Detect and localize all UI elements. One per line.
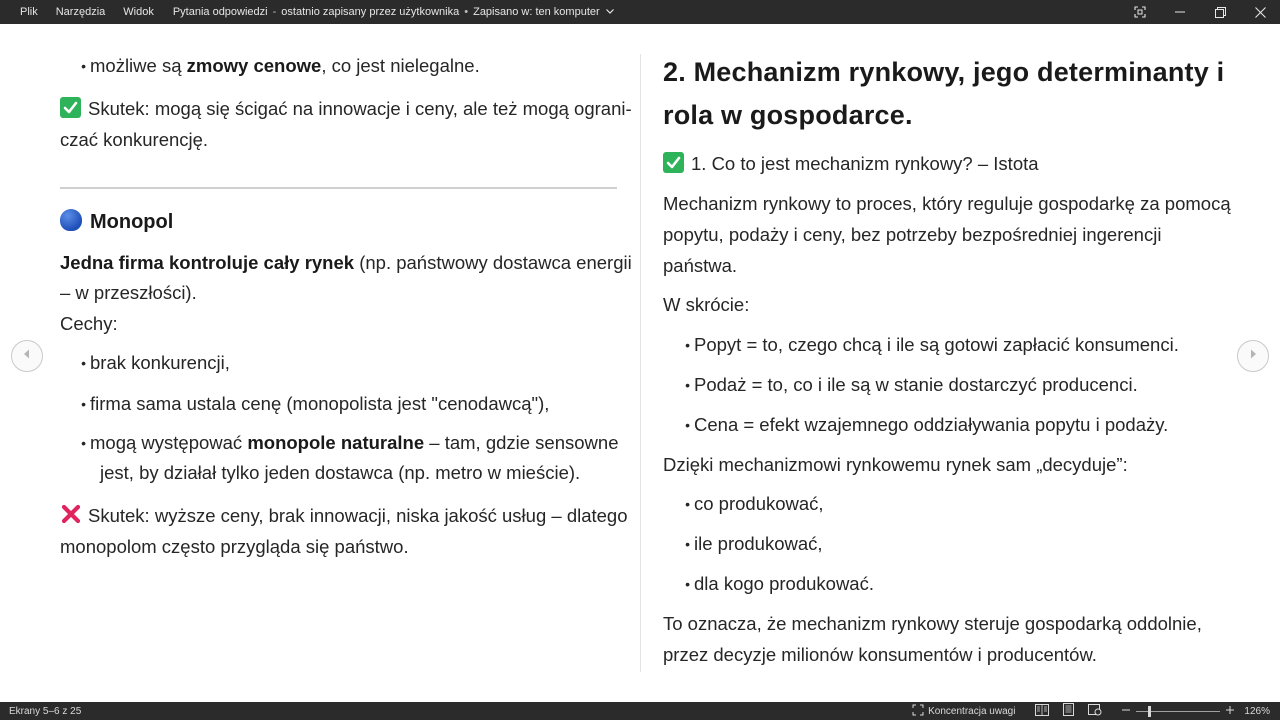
focus-mode-button[interactable] — [912, 704, 1015, 719]
zoom-slider-thumb[interactable] — [1148, 706, 1151, 717]
screen-counter: Ekrany 5–6 z 25 — [9, 705, 82, 717]
section-heading-line2: rola w gospodarce. — [663, 100, 913, 130]
fullscreen-button[interactable] — [1120, 0, 1160, 24]
check-mark-icon — [663, 152, 684, 173]
list-item: • Cena = efekt wzajemnego oddziaływania popytu i podaży. — [663, 410, 1168, 441]
zoom-level[interactable]: 126% — [1244, 705, 1270, 717]
list-item: • firma sama ustala cenę (monopolista jest "cenodawcą"), — [60, 389, 549, 420]
arrow-left-icon — [21, 347, 33, 365]
result-paragraph: Skutek: mogą się ścigać na innowacje i ceny, ale też mogą ograni- — [60, 94, 632, 125]
bullet: • — [685, 377, 690, 393]
features-label: Cechy: — [60, 313, 118, 334]
conclusion-line: przez decyzje milionów konsumentów i producentów. — [663, 644, 1097, 665]
next-screen-button[interactable] — [1237, 340, 1269, 372]
book-icon — [1035, 704, 1049, 719]
menu-file[interactable]: Plik — [20, 6, 38, 18]
list-item-line2: jest, by działał tylko jeden dostawca (np. metro w mieście). — [100, 462, 581, 483]
arrow-right-icon — [1247, 347, 1259, 365]
list-item: • Podaż = to, co i ile są w stanie dostarczyć producenci. — [663, 370, 1138, 401]
close-icon — [1255, 7, 1266, 18]
print-layout-button[interactable] — [1063, 703, 1074, 719]
bullet: • — [685, 496, 690, 512]
bullet: • — [685, 417, 690, 433]
paragraph-line: popytu, podaży i ceny, bez potrzeby bezpośredniej ingerencji — [663, 224, 1162, 245]
sub-heading: 1. Co to jest mechanizm rynkowy? – Istota — [663, 149, 1039, 180]
list-item: • brak konkurencji, — [60, 348, 230, 379]
bullet: • — [81, 435, 86, 451]
short-label: W skrócie: — [663, 294, 750, 315]
read-mode-button[interactable] — [1035, 704, 1049, 719]
title-dot: • — [464, 6, 469, 18]
minimize-button[interactable] — [1160, 0, 1200, 24]
paragraph-line: Mechanizm rynkowy to proces, który reguluje gospodarkę za pomocą — [663, 193, 1231, 214]
zoom-out-button[interactable] — [1122, 706, 1130, 717]
zoom-slider[interactable] — [1136, 711, 1220, 712]
page-icon — [1063, 703, 1074, 719]
minus-icon — [1122, 706, 1130, 717]
document-title: Pytania odpowiedzi — [172, 6, 268, 18]
section-divider — [60, 187, 617, 189]
plus-icon — [1226, 706, 1234, 717]
result-paragraph: Skutek: wyższe ceny, brak innowacji, niska jakość usług – dlatego — [60, 501, 628, 532]
result-paragraph-line2: czać konkurencję. — [60, 129, 209, 150]
previous-screen-button[interactable] — [11, 340, 43, 372]
web-layout-icon — [1088, 704, 1102, 719]
decides-label: Dzięki mechanizmowi rynkowemu rynek sam „decyduje”: — [663, 454, 1128, 475]
focus-mode-label: Koncentracja uwagi — [928, 705, 1016, 717]
bullet: • — [685, 576, 690, 592]
bullet: • — [81, 355, 86, 371]
menu-view[interactable]: Widok — [123, 6, 154, 18]
bullet: • — [685, 337, 690, 353]
restore-button[interactable] — [1200, 0, 1240, 24]
list-item: • dla kogo produkować. — [663, 569, 874, 600]
list-item: • możliwe są zmowy cenowe, co jest nielegalne. — [60, 51, 480, 82]
minimize-icon — [1175, 7, 1185, 17]
focus-icon — [912, 704, 924, 719]
restore-icon — [1215, 7, 1226, 18]
list-item: • Popyt = to, czego chcą i ile są gotowi zapłacić konsumenci. — [663, 330, 1179, 361]
status-controls — [912, 702, 1280, 720]
chevron-down-icon[interactable] — [605, 6, 615, 19]
bullet: • — [81, 396, 86, 412]
list-item: • mogą występować monopole naturalne – tam, gdzie sensowne — [60, 428, 618, 459]
title-separator: - — [272, 6, 277, 18]
bullet: • — [685, 536, 690, 552]
definition-line2: – w przeszłości). — [60, 282, 197, 303]
window-controls — [1120, 0, 1280, 24]
title-bar — [0, 0, 1280, 24]
cross-mark-icon — [60, 503, 82, 525]
fullscreen-icon — [1134, 6, 1146, 18]
save-status: ostatnio zapisany przez użytkownika — [281, 6, 460, 18]
paragraph-line: państwa. — [663, 255, 738, 276]
bullet: • — [81, 58, 86, 74]
reading-page — [0, 24, 1280, 702]
list-item: • co produkować, — [663, 489, 824, 520]
column-divider — [640, 54, 641, 672]
status-bar — [0, 702, 1280, 720]
close-button[interactable] — [1240, 0, 1280, 24]
list-item: • ile produkować, — [663, 529, 823, 560]
check-mark-icon — [60, 97, 81, 118]
document-title-area[interactable] — [163, 6, 615, 19]
menu-tools[interactable]: Narzędzia — [55, 6, 106, 18]
result-paragraph-line2: monopolom często przygląda się państwo. — [60, 536, 409, 557]
conclusion-line: To oznacza, że mechanizm rynkowy steruje gospodarką oddolnie, — [663, 613, 1202, 634]
monopol-heading: Monopol — [60, 207, 173, 238]
blue-circle-icon — [60, 209, 82, 231]
web-layout-button[interactable] — [1088, 704, 1102, 719]
save-location: Zapisano w: ten komputer — [473, 6, 600, 18]
section-heading: 2. Mechanizm rynkowy, jego determinanty i — [663, 57, 1225, 87]
definition-paragraph: Jedna firma kontroluje cały rynek (np. państwowy dostawca energii — [60, 252, 632, 273]
zoom-in-button[interactable] — [1226, 706, 1234, 717]
